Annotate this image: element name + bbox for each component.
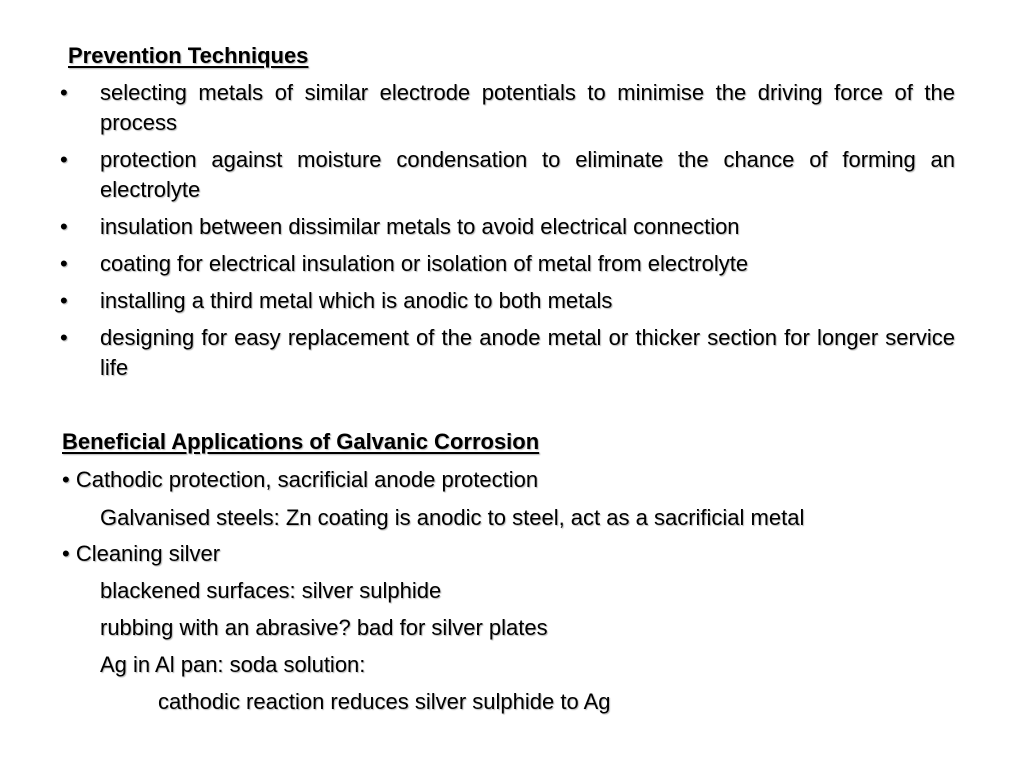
beneficial-sub-blackened: blackened surfaces: silver sulphide [100, 578, 442, 603]
beneficial-heading: Beneficial Applications of Galvanic Corrosion [62, 429, 540, 454]
bullet-icon: • [60, 80, 68, 105]
bullet-icon: • [60, 288, 68, 313]
list-item [60, 78, 955, 138]
list-item [60, 145, 955, 205]
prevention-heading: Prevention Techniques [68, 43, 309, 68]
list-item [60, 323, 955, 383]
beneficial-sub-cathodic-reaction: cathodic reaction reduces silver sulphide to Ag [158, 689, 611, 714]
bullet-icon: • [60, 147, 68, 172]
list-item-text: protection against moisture condensation to eliminate the chance of forming an electrolyte [100, 147, 955, 202]
beneficial-bullet-cleaning: • Cleaning silver [62, 541, 221, 566]
bullet-icon: • [60, 251, 68, 276]
prevention-list [60, 78, 955, 390]
bullet-icon: • [60, 325, 68, 350]
list-item [60, 286, 955, 316]
beneficial-sub-rubbing: rubbing with an abrasive? bad for silver plates [100, 615, 548, 640]
list-item [60, 249, 955, 279]
list-item [60, 212, 955, 242]
beneficial-sub-ag-pan: Ag in Al pan: soda solution: [100, 652, 366, 677]
list-item-text: installing a third metal which is anodic to both metals [100, 288, 613, 313]
list-item-text: insulation between dissimilar metals to avoid electrical connection [100, 214, 740, 239]
bullet-icon: • [60, 214, 68, 239]
list-item-text: selecting metals of similar electrode potentials to minimise the driving force of the process [100, 80, 955, 135]
list-item-text: designing for easy replacement of the anode metal or thicker section for longer service life [100, 325, 955, 380]
beneficial-bullet-cathodic: • Cathodic protection, sacrificial anode protection [62, 467, 539, 492]
list-item-text: coating for electrical insulation or isolation of metal from electrolyte [100, 251, 749, 276]
beneficial-sub-galvanised: Galvanised steels: Zn coating is anodic to steel, act as a sacrificial metal [100, 505, 805, 530]
